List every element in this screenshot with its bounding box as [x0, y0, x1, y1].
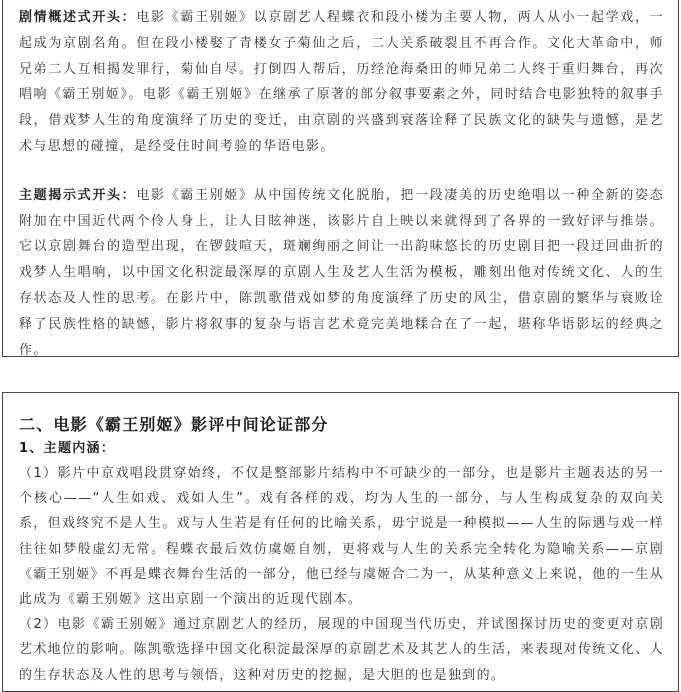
section-subheading: 1、主题内涵： [19, 441, 116, 456]
section-heading: 二、电影《霸王别姬》影评中间论证部分 [19, 415, 329, 434]
theme-point-2: （2）电影《霸王别姬》通过京剧艺人的经历，展现的中国现当代历史，并试图探讨历史的变更对京剧艺术地位的影响。陈凯歌选择中国文化积淀最深厚的京剧艺术及其艺人的生活，来表现对传统文化、人的生存状态及人性的思考与领悟，这种对历史的挖掘，是大胆的也是独到的。 [19, 617, 664, 683]
opening-examples-box [2, 0, 679, 357]
theme-reveal-paragraph [19, 183, 664, 364]
theme-reveal-text: 电影《霸王别姬》从中国传统文化脱胎，把一段凄美的历史绝唱以一种全新的姿态附加在中国近代两个伶人身上，让人目眩神迷，该影片自上映以来就得到了各界的一致好评与推崇。它以京剧舞台的造型出现，在锣鼓喧天，斑斓绚丽之间让一出韵味悠长的历史剧目把一段迂回曲折的戏梦人生唱响，以中国文化积淀最深厚的京剧人生及艺人生活为模板，雕刻出他对传统文化、人的生存状态及人性的思考。在影片中，陈凯歌借戏如梦的角度演绎了历史的风尘，借京剧的繁华与衰败诠释了民族性格的缺憾，影片将叙事的复杂与语言艺术竟完美地糅合在了一起，堪称华语影坛的经典之作。 [19, 187, 664, 358]
plot-summary-paragraph [19, 5, 664, 160]
theme-reveal-lead: 主题揭示式开头： [19, 187, 137, 203]
plot-summary-text: 电影《霸王别姬》以京剧艺人程蝶衣和段小楼为主要人物，两人从小一起学戏，一起成为京剧名角。但在段小楼娶了青楼女子菊仙之后，二人关系破裂且不再合作。文化大革命中，师兄弟二人互相揭发罪行，菊仙自尽。打倒四人帮后，历经沧海桑田的师兄弟二人终于重归舞台，再次唱响《霸王别姬》。电影《霸王别姬》在继承了原著的部分叙事要素之外，同时结合电影独特的叙事手段，借戏梦人生的角度演绎了历史的变迁，由京剧的兴盛到衰落诠释了民族文化的缺失与遗憾，是艺术与思想的碰撞，是经受住时间考验的华语电影。 [19, 10, 664, 154]
plot-summary-lead: 剧情概述式开头： [19, 10, 137, 25]
argument-section-box [2, 392, 679, 692]
theme-point-1: （1）影片中京戏唱段贯穿始终，不仅是整部影片结构中不可缺少的一部分，也是影片主题表达的另一个核心——“人生如戏、戏如人生”。戏有各样的戏，均为人生的一部分，与人生构成复杂的双向关系，但戏终究不是人生。戏与人生若是有任何的比喻关系，毋宁说是一种模拟——人生的际遇与戏一样往往如梦般虚幻无常。程蝶衣最后效仿虞姬自刎，更将戏与人生的关系完全转化为隐喻关系——京剧《霸王别姬》不再是蝶衣舞台生活的一部分，他已经与虞姬合二为一，从某种意义上来说，他的一生从此成为《霸王别姬》这出京剧一个演出的近现代剧本。 [19, 466, 664, 608]
